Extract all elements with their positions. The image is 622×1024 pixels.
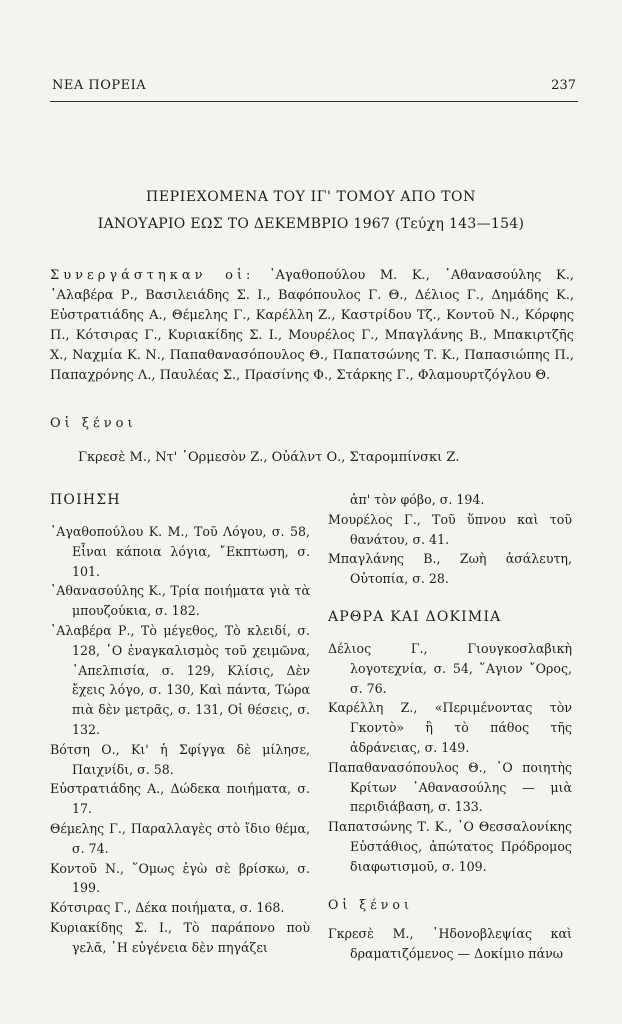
section-heading-articles: ΑΡΘΡΑ ΚΑΙ ΔΟΚΙΜΙΑ (328, 608, 502, 625)
list-item: Κότσιρας Γ., Δέκα ποιήματα, σ. 168. (50, 900, 285, 916)
list-item: ᾿Αγαθοπούλου Κ. Μ., Τοῦ Λόγου, σ. 58, Εἶναι κάποια λόγια, ῎Εκπτωση, σ. 101. (50, 524, 310, 579)
list-item: Κοντοῦ Ν., ῞Ομως ἐγὼ σὲ βρίσκω, σ. 199. (50, 860, 310, 896)
header-rule (50, 101, 578, 102)
contributors-list: ᾿Αγαθοπούλου Μ. Κ., ᾿Αθανασούλης Κ., ᾿Αλαβέρα Ρ., Βασιλειάδης Σ. Ι., Βαφόπουλος Γ. Θ., Δέλιος Γ., Δημάδης Κ., Εὐστρατιάδης Α., Θέμελης Γ., Καρέλλη Ζ., Καστρίδου Τζ., Κοντοῦ Ν., Κόρφης Π., Κότσιρας Γ., Κυριακίδης Σ. Ι., Μουρέλος Γ., Μπαγλάνης Β., Μπακιρτζῆς Χ., Ναχμία Κ. Ν., Παπαθανασόπουλος Θ., Παπατσώνης Τ. Κ., Παπασιώπης Π., Παπαχρόνης Λ., Παυλέας Σ., Πρασίνης Φ., Στάρκης Γ., Φλαμουρτζόγλου Θ. (50, 268, 574, 383)
list-item: ᾿Αλαβέρα Ρ., Τὸ μέγεθος, Τὸ κλειδί, σ. 128, ῾Ο ἐναγκαλισμὸς τοῦ χειμῶνα, ᾿Απελπισία, σ. 129, Κλίσις, Δὲν ἔχεις λόγο, σ. 130, Καὶ πάντα, Τώρα πιὰ δὲν μετρᾶς, σ. 131, Οἱ θέσεις, σ. 132. (50, 622, 310, 737)
list-item: Γκρεσὲ Μ., ῾Ηδονοβλεψίας καὶ δραματιζόμενος — Δοκίμιο πάνω (328, 926, 572, 962)
foreign-contributors-list: Γκρεσὲ Μ., Ντ' ᾿Ορμεσὸν Ζ., Οὐάλντ Ο., Σταρομπίνσκι Ζ. (78, 450, 460, 465)
page-number: 237 (551, 78, 576, 93)
list-item: Μπαγλάνης Β., Ζωὴ ἀσάλευτη, Οὐτοπία, σ. 28. (328, 551, 572, 587)
foreign-contributors-lead: Οἱ ξένοι (50, 416, 137, 431)
list-item: Εὐστρατιάδης Α., Δώδεκα ποιήματα, σ. 17. (50, 781, 310, 817)
list-item-continuation: ἀπ' τὸν φόβο, σ. 194. (350, 492, 485, 507)
section-heading-poetry: ΠΟΙΗΣΗ (50, 492, 121, 508)
contributors-paragraph (50, 266, 574, 386)
foreign-articles-lead: Οἱ ξένοι (328, 896, 413, 912)
list-item: Κυριακίδης Σ. Ι., Τὸ παράπονο ποὺ γελᾶ, ῾Η εὐγένεια δὲν πηγάζει (50, 919, 310, 955)
list-item: Θέμελης Γ., Παραλλαγὲς στὸ ἴδιο θέμα, σ. 74. (50, 820, 310, 856)
list-item: ᾿Αθανασούλης Κ., Τρία ποιήματα γιὰ τὰ μπουζούκια, σ. 182. (50, 583, 310, 619)
title-line-2: ΙΑΝΟΥΑΡΙΟ ΕΩΣ ΤΟ ΔΕΚΕΜΒΡΙΟ 1967 (Τεύχη 143—154) (97, 216, 525, 232)
right-column (328, 490, 572, 964)
journal-title: ΝΕΑ ΠΟΡΕΙΑ (52, 78, 147, 93)
page-title (40, 184, 582, 238)
list-item: Παπατσώνης Τ. Κ., ῾Ο Θεσσαλονίκης Εὐστάθιος, ἀπώτατος Πρόδρομος διαφωτισμοῦ, σ. 109. (328, 819, 572, 874)
list-item: Καρέλλη Ζ., «Περιμένοντας τὸν Γκοντὸ» ἢ τὸ πάθος τῆς ἀδράνειας, σ. 149. (328, 700, 572, 755)
contributors-lead: Συνεργάστηκαν οἱ: (50, 268, 255, 283)
running-header (52, 78, 576, 100)
left-column (50, 490, 310, 958)
list-item: Βότση Ο., Κι' ἡ Σφίγγα δὲ μίλησε, Παιχνίδι, σ. 58. (50, 741, 310, 777)
list-item: Παπαθανασόπουλος Θ., ῾Ο ποιητὴς Κρίτων ᾿Αθανασούλης — μιὰ περιδιάβαση, σ. 133. (328, 759, 572, 815)
title-line-1: ΠΕΡΙΕΧΟΜΕΝΑ ΤΟΥ ΙΓ' ΤΟΜΟΥ ΑΠΟ ΤΟΝ (146, 189, 476, 205)
list-item: Μουρέλος Γ., Τοῦ ὕπνου καὶ τοῦ θανάτου, σ. 41. (328, 511, 572, 547)
list-item: Δέλιος Γ., Γιουγκοσλαβικὴ λογοτεχνία, σ. 54, ῞Αγιον ῎Ορος, σ. 76. (328, 640, 572, 696)
